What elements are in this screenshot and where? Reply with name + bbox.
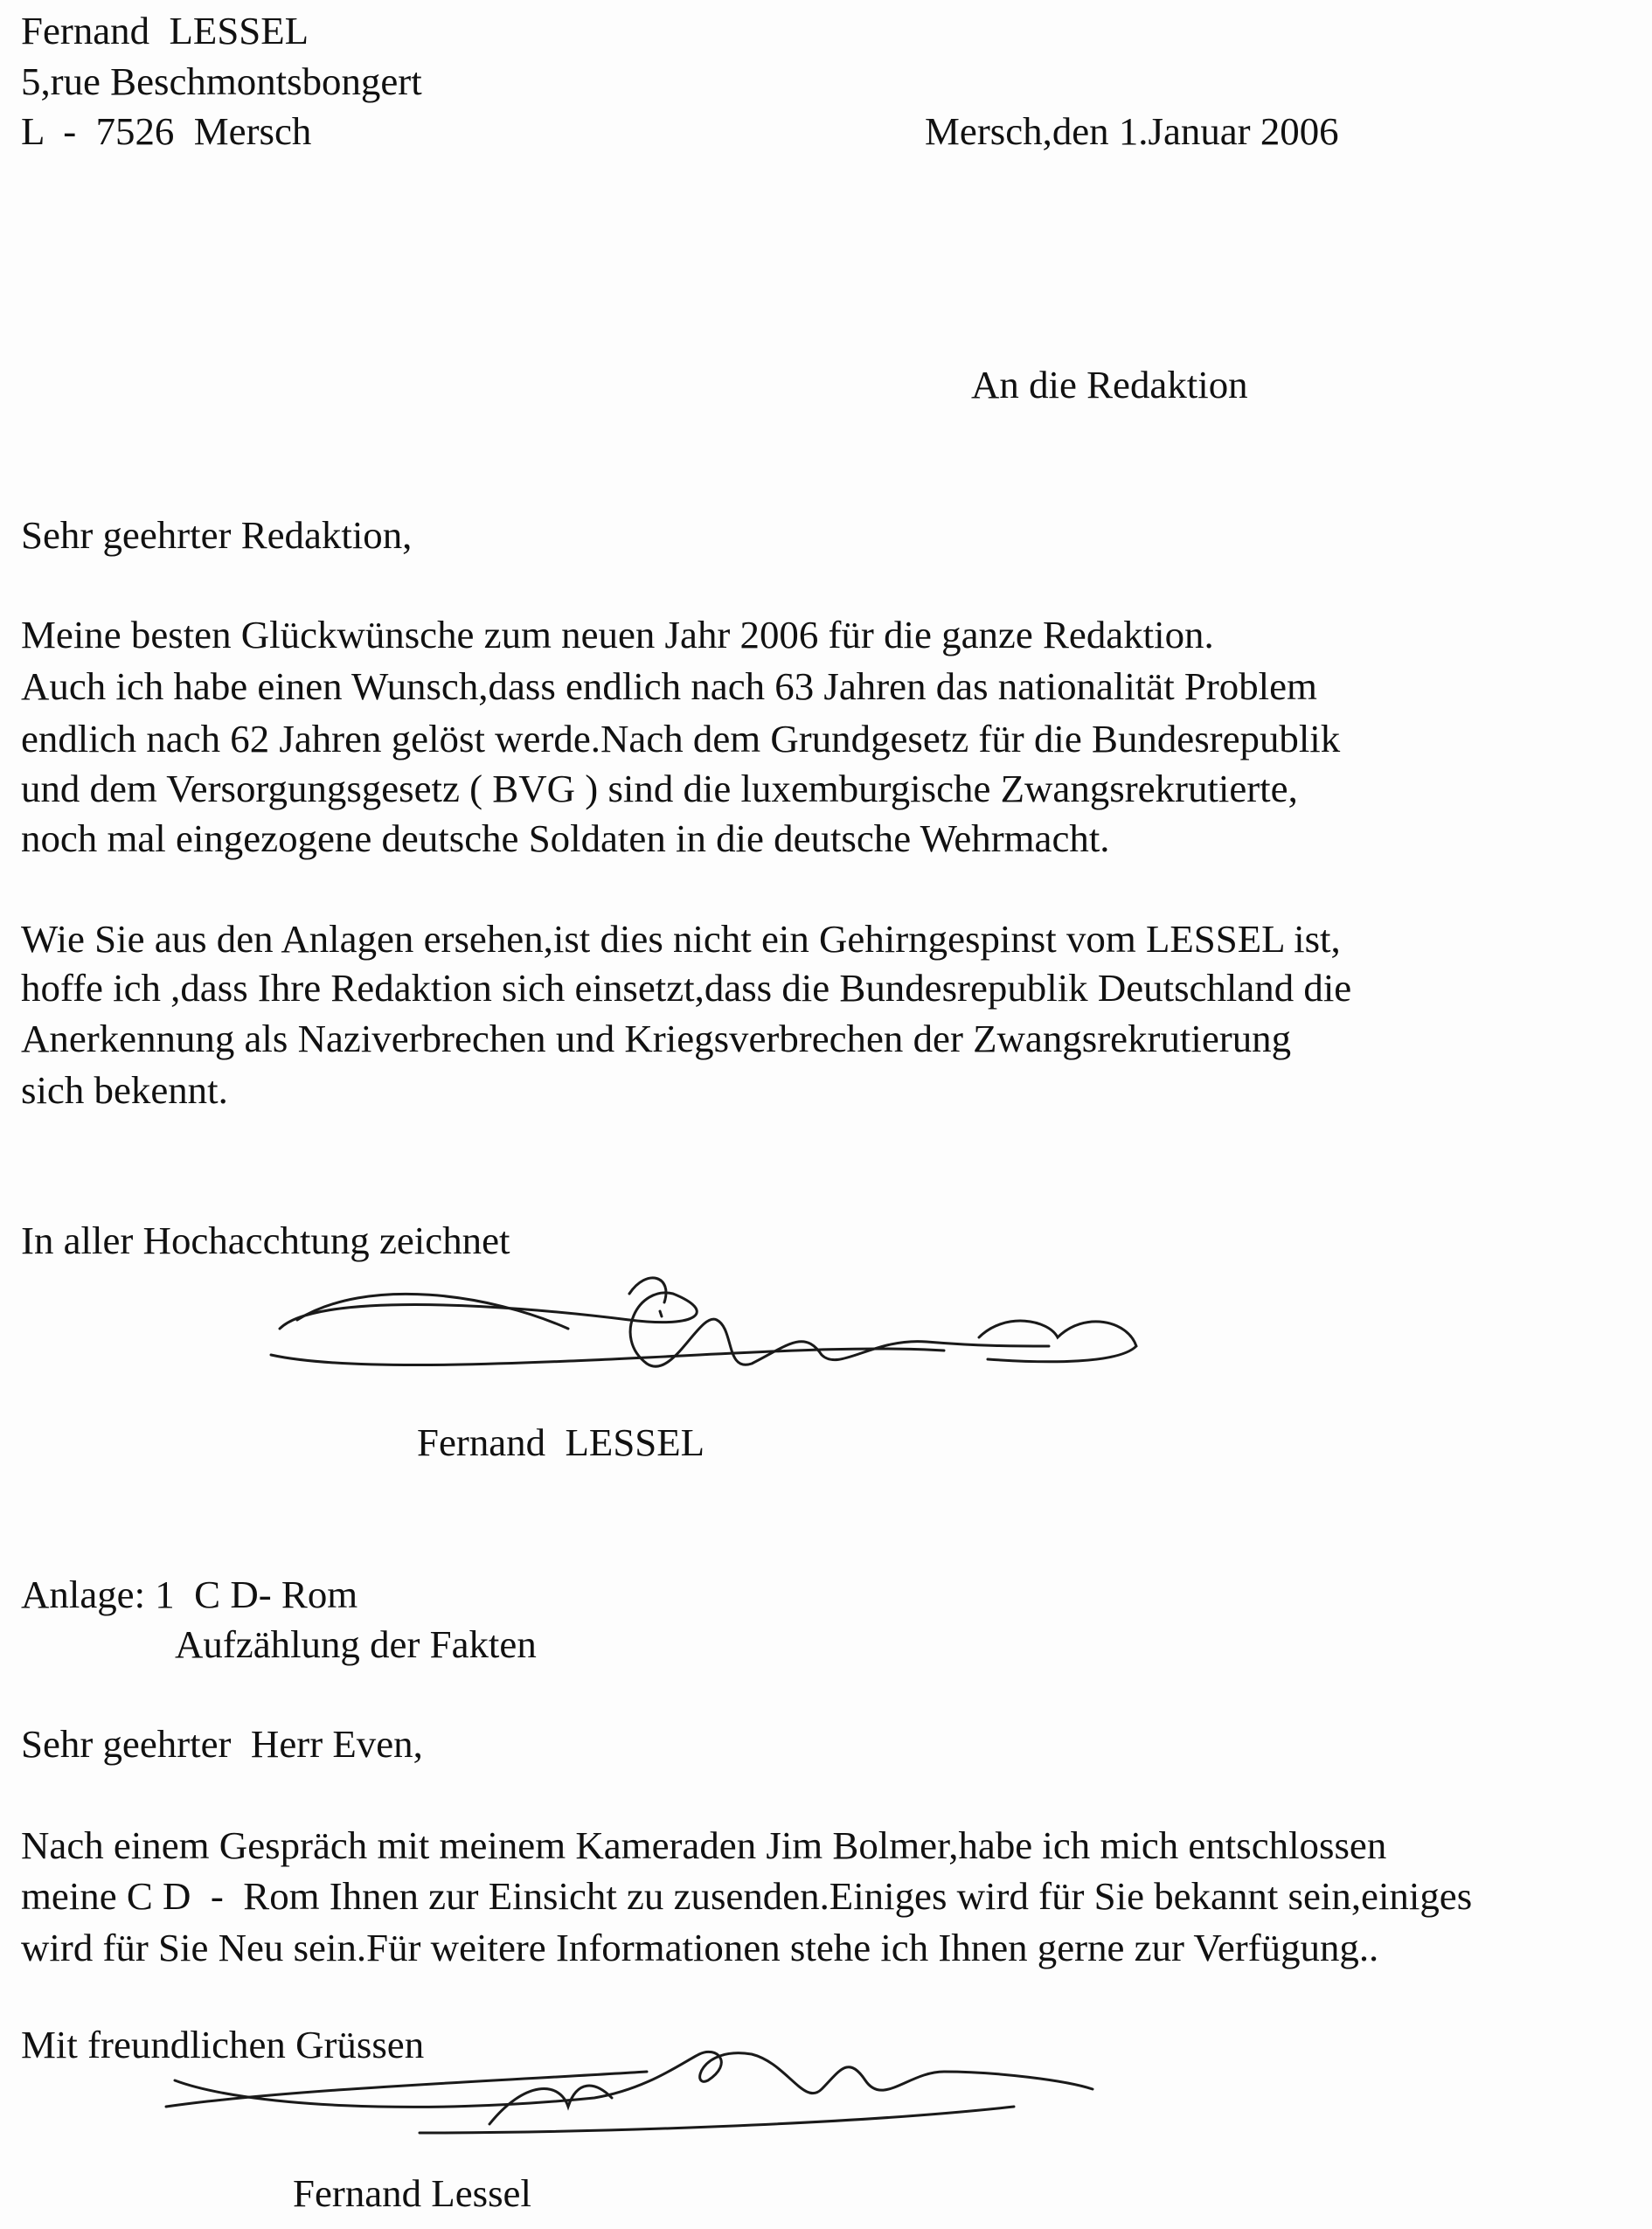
- text-line: Meine besten Glückwünsche zum neuen Jahr 2006 für die ganze Redaktion.: [21, 614, 1214, 656]
- salutation-1: Sehr geehrter Redaktion,: [21, 514, 413, 557]
- text-line: noch mal eingezogene deutsche Soldaten in die deutsche Wehrmacht.: [21, 817, 1110, 860]
- handwritten-signature: [157, 2028, 1119, 2159]
- enclosure-item: Aufzählung der Fakten: [175, 1623, 537, 1666]
- text-line: und dem Versorgungsgesetz ( BVG ) sind die luxemburgische Zwangsrekrutierte,: [21, 767, 1298, 810]
- text-line: hoffe ich ,dass Ihre Redaktion sich einsetzt,dass die Bundesrepublik Deutschland die: [21, 967, 1352, 1010]
- closing-1: In aller Hochacchtung zeichnet: [21, 1219, 510, 1262]
- closing-2: Mit freundlichen Grüssen: [21, 2024, 425, 2066]
- text-line: Auch ich habe einen Wunsch,dass endlich nach 63 Jahren das nationalität Problem: [21, 665, 1317, 708]
- text-line: Wie Sie aus den Anlagen ersehen,ist dies nicht ein Gehirngespinst vom LESSEL ist,: [21, 918, 1341, 961]
- handwritten-signature: [262, 1259, 1180, 1399]
- sender-street: 5,rue Beschmontsbongert: [21, 60, 422, 103]
- signature-name-1: Fernand LESSEL: [417, 1421, 705, 1464]
- text-line: Anerkennung als Naziverbrechen und Kriegsverbrechen der Zwangsrekrutierung: [21, 1017, 1292, 1060]
- recipient: An die Redaktion: [971, 364, 1248, 406]
- text-line: sich bekennt.: [21, 1069, 228, 1112]
- text-line: meine C D - Rom Ihnen zur Einsicht zu zusenden.Einiges wird für Sie bekannt sein,einiges: [21, 1875, 1473, 1918]
- salutation-2: Sehr geehrter Herr Even,: [21, 1723, 423, 1766]
- sender-city: L - 7526 Mersch: [21, 110, 312, 153]
- sender-name: Fernand LESSEL: [21, 10, 309, 52]
- text-line: wird für Sie Neu sein.Für weitere Informationen stehe ich Ihnen gerne zur Verfügung..: [21, 1927, 1379, 1969]
- text-line: Nach einem Gespräch mit meinem Kameraden Jim Bolmer,habe ich mich entschlossen: [21, 1824, 1387, 1867]
- text-line: endlich nach 62 Jahren gelöst werde.Nach dem Grundgesetz für die Bundesrepublik: [21, 718, 1341, 760]
- enclosure-label: Anlage: 1 C D- Rom: [21, 1573, 358, 1616]
- signature-name-2: Fernand Lessel: [293, 2172, 531, 2215]
- letter-date: Mersch,den 1.Januar 2006: [925, 110, 1339, 153]
